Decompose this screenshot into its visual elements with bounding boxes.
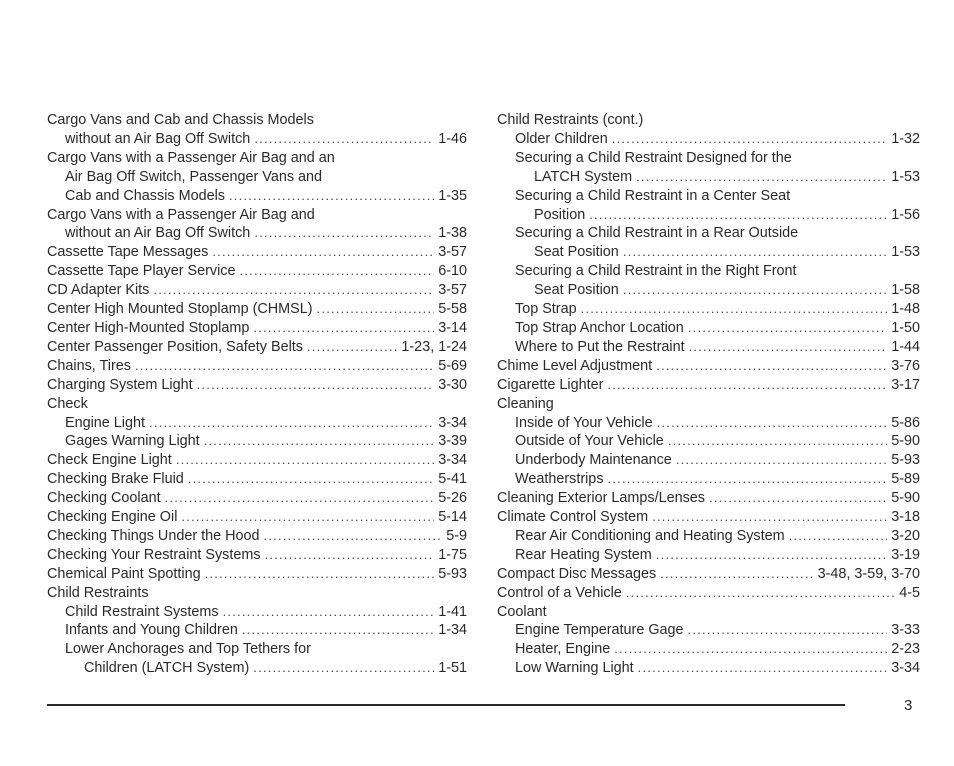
index-entry-text: Cargo Vans and Cab and Chassis Models bbox=[47, 112, 314, 128]
index-entry bbox=[497, 319, 920, 338]
index-page-ref: 1-23, 1-24 bbox=[401, 338, 467, 355]
index-entry-line bbox=[497, 659, 920, 678]
index-entry-line bbox=[47, 149, 467, 168]
index-entry-text: Securing a Child Restraint in a Rear Outside bbox=[515, 225, 799, 242]
index-entry-text: Cargo Vans with a Passenger Air Bag and an bbox=[47, 149, 335, 166]
index-entry-text: Chains, Tires bbox=[47, 357, 131, 374]
index-entry-line bbox=[497, 319, 920, 338]
leader-dots bbox=[188, 470, 434, 489]
leader-dots bbox=[636, 168, 887, 187]
index-entry bbox=[47, 319, 467, 338]
index-entry bbox=[47, 111, 467, 149]
index-entry bbox=[47, 414, 467, 433]
index-entry-line bbox=[497, 489, 920, 508]
index-entry-line bbox=[47, 187, 467, 206]
index-entry-line bbox=[47, 262, 467, 281]
index-entry bbox=[497, 508, 920, 527]
index-entry-text: Child Restraint Systems bbox=[65, 603, 219, 620]
leader-dots bbox=[623, 281, 887, 300]
index-entry bbox=[497, 603, 920, 622]
leader-dots bbox=[223, 603, 435, 622]
index-entry bbox=[47, 603, 467, 622]
index-entry-line bbox=[497, 376, 920, 395]
index-entry-text: Securing a Child Restraint in the Right Front bbox=[515, 263, 797, 280]
leader-dots bbox=[176, 451, 434, 470]
index-entry-text: Weatherstrips bbox=[515, 471, 604, 488]
index-entry-line bbox=[497, 508, 920, 527]
index-page-ref: 5-69 bbox=[438, 357, 467, 374]
index-page-ref: 3-20 bbox=[891, 527, 920, 544]
index-entry-text: Checking Your Restraint Systems bbox=[47, 546, 261, 563]
index-entry-text: Securing a Child Restraint in a Center Seat bbox=[515, 187, 791, 204]
index-entry-line bbox=[497, 206, 920, 225]
index-entry-text: Rear Heating System bbox=[515, 546, 652, 563]
index-entry-text: Underbody Maintenance bbox=[515, 452, 672, 469]
leader-dots bbox=[660, 565, 813, 584]
index-entry-line bbox=[497, 565, 920, 584]
index-page-ref: 3-17 bbox=[891, 376, 920, 393]
index-page-ref: 5-86 bbox=[891, 414, 920, 431]
index-entry-text: Heater, Engine bbox=[515, 641, 611, 658]
index-page-ref: 3-14 bbox=[438, 319, 467, 336]
leader-dots bbox=[253, 659, 434, 678]
index-entry bbox=[47, 281, 467, 300]
index-entry-text: without an Air Bag Off Switch bbox=[65, 130, 251, 147]
leader-dots bbox=[204, 432, 435, 451]
index-entry-text: Checking Engine Oil bbox=[47, 509, 178, 526]
index-entry bbox=[47, 206, 467, 244]
index-entry-text: Child Restraints bbox=[47, 584, 149, 601]
index-entry bbox=[47, 149, 467, 206]
index-entry-line bbox=[47, 565, 467, 584]
index-entry-line bbox=[47, 546, 467, 565]
index-entry bbox=[497, 262, 920, 300]
leader-dots bbox=[212, 243, 434, 262]
index-page-ref: 3-19 bbox=[891, 546, 920, 563]
index-page-ref: 1-41 bbox=[438, 603, 467, 620]
leader-dots bbox=[608, 470, 888, 489]
index-entry-text: Checking Brake Fluid bbox=[47, 471, 184, 488]
index-entry bbox=[497, 470, 920, 489]
index-entry-text: Check bbox=[47, 395, 88, 412]
index-entry-line bbox=[47, 338, 467, 357]
index-entry bbox=[497, 395, 920, 414]
leader-dots bbox=[265, 546, 435, 565]
leader-dots bbox=[253, 319, 434, 338]
index-entry bbox=[497, 224, 920, 262]
page-number: 3 bbox=[904, 697, 913, 714]
index-entry-line bbox=[47, 206, 467, 225]
index-entry-line bbox=[47, 130, 467, 149]
index-entry bbox=[47, 546, 467, 565]
leader-dots bbox=[656, 546, 887, 565]
index-entry-text: Engine Temperature Gage bbox=[515, 622, 684, 639]
index-entry-line bbox=[47, 168, 467, 187]
index-page-ref: 5-9 bbox=[446, 527, 467, 544]
index-entry-line bbox=[47, 300, 467, 319]
index-entry-text: Cleaning bbox=[497, 395, 554, 412]
index-entry-line bbox=[497, 603, 920, 622]
index-page-ref: 3-57 bbox=[438, 282, 467, 299]
leader-dots bbox=[688, 621, 888, 640]
index-entry bbox=[497, 300, 920, 319]
index-entry-text: Child Restraints (cont.) bbox=[497, 112, 644, 128]
index-page-ref: 3-18 bbox=[891, 509, 920, 526]
index-entry-text: Position bbox=[534, 206, 586, 223]
index-entry-text: Checking Coolant bbox=[47, 490, 161, 507]
index-page-ref: 5-93 bbox=[891, 452, 920, 469]
index-entry bbox=[47, 565, 467, 584]
index-entry bbox=[497, 546, 920, 565]
index-page-ref: 2-23 bbox=[891, 641, 920, 658]
index-entry-text: Control of a Vehicle bbox=[497, 584, 622, 601]
index-page-ref: 1-35 bbox=[438, 187, 467, 204]
index-page-ref: 6-10 bbox=[438, 263, 467, 280]
index-entry bbox=[47, 300, 467, 319]
index-page-ref: 5-41 bbox=[438, 471, 467, 488]
index-page-ref: 3-33 bbox=[891, 622, 920, 639]
index-entry-text: without an Air Bag Off Switch bbox=[65, 225, 251, 242]
leader-dots bbox=[626, 584, 895, 603]
index-entry-text: Cassette Tape Messages bbox=[47, 244, 209, 261]
index-entry bbox=[47, 357, 467, 376]
index-entry-line bbox=[497, 414, 920, 433]
index-entry-line bbox=[47, 432, 467, 451]
index-entry-line bbox=[47, 640, 467, 659]
index-entry-line bbox=[497, 168, 920, 187]
index-page-ref: 1-75 bbox=[438, 546, 467, 563]
index-entry-text: Gages Warning Light bbox=[65, 433, 200, 450]
index-entry bbox=[47, 432, 467, 451]
index-entry-text: Securing a Child Restraint Designed for the bbox=[515, 149, 792, 166]
index-entry-line bbox=[47, 470, 467, 489]
leader-dots bbox=[254, 130, 434, 149]
index-entry-text: Cassette Tape Player Service bbox=[47, 263, 236, 280]
leader-dots bbox=[135, 357, 434, 376]
leader-dots bbox=[689, 338, 888, 357]
index-entry-text: Top Strap Anchor Location bbox=[515, 319, 684, 336]
index-entry bbox=[47, 262, 467, 281]
index-entry-text: Compact Disc Messages bbox=[497, 565, 657, 582]
index-entry-text: Rear Air Conditioning and Heating System bbox=[515, 527, 785, 544]
leader-dots bbox=[240, 262, 435, 281]
index-entry-line bbox=[497, 584, 920, 603]
index-entry bbox=[497, 489, 920, 508]
index-entry bbox=[497, 584, 920, 603]
index-entry-text: Where to Put the Restraint bbox=[515, 338, 685, 355]
index-entry-line bbox=[47, 224, 467, 243]
leader-dots bbox=[242, 621, 434, 640]
leader-dots bbox=[656, 357, 887, 376]
index-entry bbox=[47, 376, 467, 395]
index-page-ref: 1-46 bbox=[438, 130, 467, 147]
index-entry-line bbox=[47, 243, 467, 262]
index-page-ref: 3-48, 3-59, 3-70 bbox=[817, 565, 920, 582]
index-entry-text: Center High-Mounted Stoplamp bbox=[47, 319, 250, 336]
index-entry-text: Lower Anchorages and Top Tethers for bbox=[65, 641, 311, 658]
index-entry-text: Top Strap bbox=[515, 301, 577, 318]
index-entry bbox=[47, 640, 467, 678]
index-entry bbox=[497, 376, 920, 395]
index-entry bbox=[47, 243, 467, 262]
index-entry-text: Seat Position bbox=[534, 244, 619, 261]
leader-dots bbox=[676, 451, 887, 470]
index-entry bbox=[47, 489, 467, 508]
index-entry bbox=[47, 395, 467, 414]
leader-dots bbox=[623, 243, 887, 262]
index-entry-text: Checking Things Under the Hood bbox=[47, 527, 260, 544]
index-page-ref: 3-34 bbox=[891, 660, 920, 677]
index-entry-line bbox=[47, 451, 467, 470]
index-page-ref: 1-58 bbox=[891, 282, 920, 299]
index-entry bbox=[497, 338, 920, 357]
index-entry-line bbox=[47, 376, 467, 395]
index-entry-line bbox=[497, 187, 920, 206]
index-page-ref: 1-56 bbox=[891, 206, 920, 223]
index-page-ref: 5-58 bbox=[438, 301, 467, 318]
index-entry-text: Inside of Your Vehicle bbox=[515, 414, 653, 431]
index-page-ref: 1-48 bbox=[891, 301, 920, 318]
index-entry-text: Outside of Your Vehicle bbox=[515, 433, 664, 450]
index-entry-text: Climate Control System bbox=[497, 509, 649, 526]
leader-dots bbox=[229, 187, 434, 206]
index-page-ref: 5-14 bbox=[438, 509, 467, 526]
leader-dots bbox=[688, 319, 887, 338]
index-entry-line bbox=[497, 262, 920, 281]
leader-dots bbox=[612, 130, 887, 149]
index-entry-text: Cigarette Lighter bbox=[497, 376, 604, 393]
index-entry-text: Coolant bbox=[497, 603, 547, 620]
leader-dots bbox=[638, 659, 888, 678]
index-page-ref: 3-39 bbox=[438, 433, 467, 450]
index-entry-line bbox=[47, 395, 467, 414]
index-entry bbox=[497, 130, 920, 149]
index-entry-line bbox=[47, 508, 467, 527]
leader-dots bbox=[652, 508, 887, 527]
index-entry bbox=[497, 640, 920, 659]
index-entry-text: Low Warning Light bbox=[515, 660, 634, 677]
index-entry-text: Air Bag Off Switch, Passenger Vans and bbox=[65, 168, 323, 185]
index-entry-line bbox=[47, 489, 467, 508]
index-entry-line bbox=[497, 338, 920, 357]
index-entry-text: Engine Light bbox=[65, 414, 146, 431]
index-entry-line bbox=[47, 527, 467, 546]
index-entry bbox=[497, 621, 920, 640]
index-entry bbox=[47, 621, 467, 640]
leader-dots bbox=[317, 300, 435, 319]
leader-dots bbox=[153, 281, 434, 300]
leader-dots bbox=[165, 489, 435, 508]
index-entry-text: Center Passenger Position, Safety Belts bbox=[47, 338, 303, 355]
index-entry-line bbox=[497, 640, 920, 659]
index-entry bbox=[47, 338, 467, 357]
index-entry-text: Cab and Chassis Models bbox=[65, 187, 225, 204]
index-entry-text: CD Adapter Kits bbox=[47, 282, 150, 299]
index-entry bbox=[497, 565, 920, 584]
index-column-right bbox=[497, 111, 920, 678]
index-page-ref: 3-30 bbox=[438, 376, 467, 393]
index-entry-text: Seat Position bbox=[534, 282, 619, 299]
index-page-ref: 5-90 bbox=[891, 490, 920, 507]
index-page-ref: 3-34 bbox=[438, 414, 467, 431]
index-entry-line bbox=[497, 149, 920, 168]
index-entry-text: Chime Level Adjustment bbox=[497, 357, 653, 374]
index-entry-line bbox=[47, 319, 467, 338]
index-entry-line bbox=[497, 281, 920, 300]
index-page-ref: 1-50 bbox=[891, 319, 920, 336]
index-entry bbox=[497, 357, 920, 376]
leader-dots bbox=[657, 414, 888, 433]
index-entry-text: Chemical Paint Spotting bbox=[47, 565, 201, 582]
index-page-ref: 1-44 bbox=[891, 338, 920, 355]
index-entry-text: Older Children bbox=[515, 130, 608, 147]
index-page-ref: 3-57 bbox=[438, 244, 467, 261]
footer-rule bbox=[47, 704, 845, 706]
index-entry bbox=[497, 659, 920, 678]
index-page-ref: 5-90 bbox=[891, 433, 920, 450]
index-entry-line bbox=[47, 357, 467, 376]
index-entry-line bbox=[497, 395, 920, 414]
index-page-ref: 5-89 bbox=[891, 471, 920, 488]
index-entry-text: Children (LATCH System) bbox=[84, 660, 250, 677]
leader-dots bbox=[149, 414, 434, 433]
leader-dots bbox=[254, 224, 434, 243]
index-entry-line bbox=[47, 584, 467, 603]
index-entry bbox=[497, 527, 920, 546]
index-entry-line bbox=[497, 243, 920, 262]
index-page-ref: 5-93 bbox=[438, 565, 467, 582]
index-entry bbox=[47, 527, 467, 546]
index-entry-text: LATCH System bbox=[534, 168, 633, 185]
index-entry-line bbox=[497, 451, 920, 470]
index-page-ref: 5-26 bbox=[438, 490, 467, 507]
index-entry-line bbox=[47, 111, 467, 130]
index-page-ref: 1-34 bbox=[438, 622, 467, 639]
index-entry-line bbox=[497, 357, 920, 376]
leader-dots bbox=[581, 300, 888, 319]
index-entry-text: Check Engine Light bbox=[47, 452, 172, 469]
index-entry-line bbox=[497, 130, 920, 149]
index-page-ref: 1-38 bbox=[438, 225, 467, 242]
index-entry-line bbox=[47, 603, 467, 622]
index-entry bbox=[47, 470, 467, 489]
leader-dots bbox=[789, 527, 888, 546]
index-entry-text: Center High Mounted Stoplamp (CHMSL) bbox=[47, 301, 313, 318]
index-entry bbox=[47, 451, 467, 470]
leader-dots bbox=[205, 565, 435, 584]
index-entry-text: Cargo Vans with a Passenger Air Bag and bbox=[47, 206, 315, 223]
leader-dots bbox=[709, 489, 887, 508]
index-entry bbox=[47, 508, 467, 527]
index-page-ref: 1-32 bbox=[891, 130, 920, 147]
index-entry-line bbox=[47, 281, 467, 300]
index-page-ref: 1-51 bbox=[438, 660, 467, 677]
leader-dots bbox=[607, 376, 887, 395]
leader-dots bbox=[668, 432, 887, 451]
index-entry bbox=[497, 451, 920, 470]
index-page-ref: 3-76 bbox=[891, 357, 920, 374]
index-page-ref: 1-53 bbox=[891, 168, 920, 185]
index-entry bbox=[497, 414, 920, 433]
leader-dots bbox=[589, 206, 887, 225]
index-entry-line bbox=[47, 414, 467, 433]
index-entry-line bbox=[497, 546, 920, 565]
index-entry-line bbox=[497, 300, 920, 319]
index-entry bbox=[497, 149, 920, 187]
index-entry bbox=[497, 432, 920, 451]
index-entry-line bbox=[497, 527, 920, 546]
index-entry-text: Charging System Light bbox=[47, 376, 193, 393]
index-entry-line bbox=[47, 621, 467, 640]
index-page-ref: 4-5 bbox=[899, 584, 920, 601]
leader-dots bbox=[197, 376, 435, 395]
index-column-left bbox=[47, 111, 467, 678]
index-entry-text: Cleaning Exterior Lamps/Lenses bbox=[497, 490, 705, 507]
index-page-ref: 3-34 bbox=[438, 452, 467, 469]
index-entry-text: Infants and Young Children bbox=[65, 622, 238, 639]
index-entry bbox=[497, 187, 920, 225]
index-entry bbox=[47, 584, 467, 603]
leader-dots bbox=[307, 338, 397, 357]
leader-dots bbox=[614, 640, 887, 659]
leader-dots bbox=[264, 527, 443, 546]
index-entry bbox=[497, 111, 920, 130]
index-entry-line bbox=[497, 224, 920, 243]
index-entry-line bbox=[497, 111, 920, 130]
leader-dots bbox=[181, 508, 434, 527]
index-page-ref: 1-53 bbox=[891, 244, 920, 261]
index-entry-line bbox=[497, 470, 920, 489]
index-entry-line bbox=[497, 621, 920, 640]
index-entry-line bbox=[47, 659, 467, 678]
index-entry-line bbox=[497, 432, 920, 451]
